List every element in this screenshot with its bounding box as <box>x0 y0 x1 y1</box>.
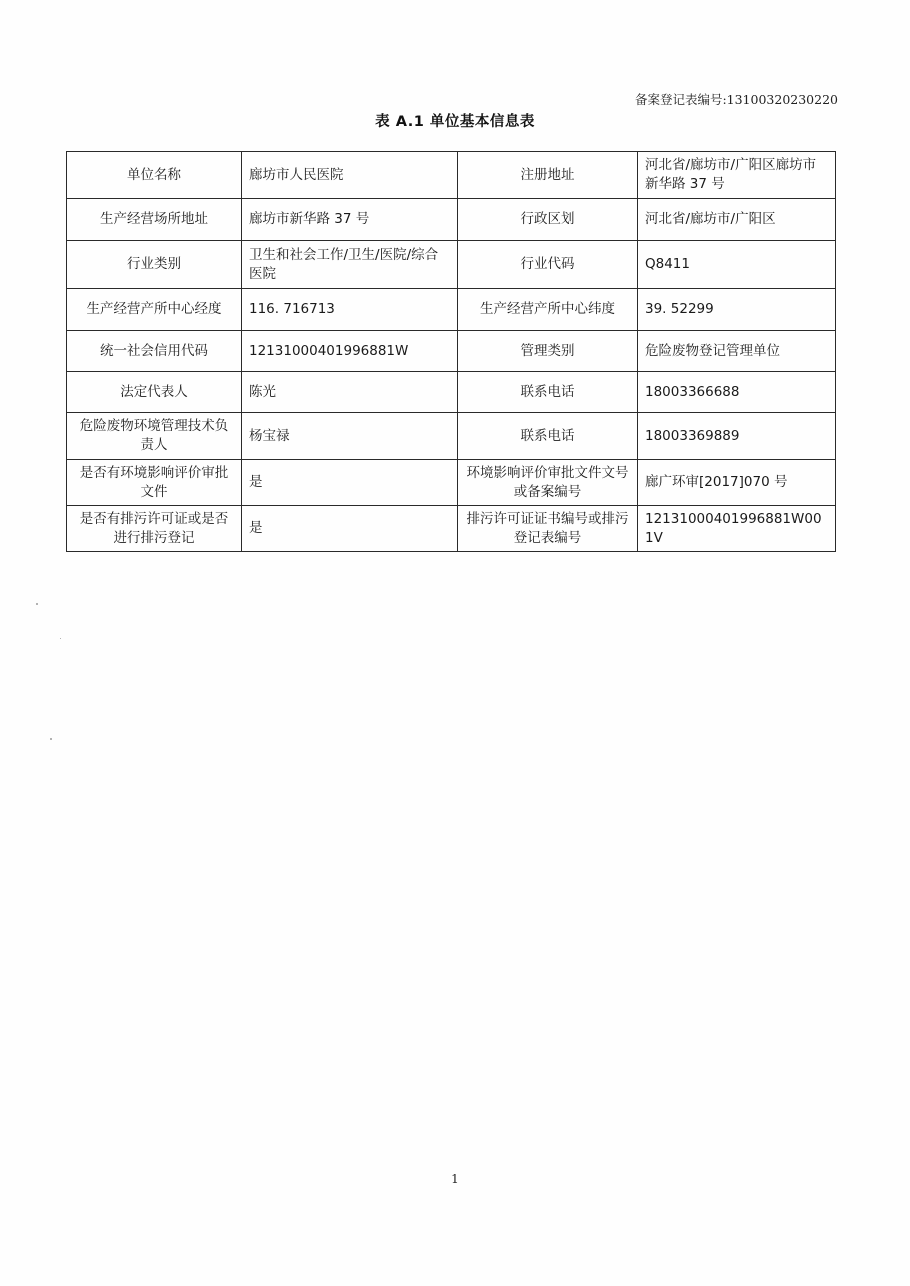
row-value: 12131000401996881W <box>242 331 458 372</box>
row-label: 排污许可证证书编号或排污登记表编号 <box>458 506 638 552</box>
table-title: 表 A.1 单位基本信息表 <box>375 114 535 130</box>
row-label: 注册地址 <box>458 152 638 199</box>
row-label: 单位名称 <box>67 152 242 199</box>
row-label: 联系电话 <box>458 372 638 413</box>
table-row <box>67 413 836 460</box>
unit-basic-info-table <box>66 151 836 552</box>
row-value: 18003369889 <box>638 413 836 460</box>
row-label: 统一社会信用代码 <box>67 331 242 372</box>
table-row <box>67 460 836 506</box>
row-value: 39. 52299 <box>638 289 836 331</box>
row-label: 管理类别 <box>458 331 638 372</box>
row-label: 是否有环境影响评价审批文件 <box>67 460 242 506</box>
row-label: 行业类别 <box>67 241 242 289</box>
row-value: 是 <box>242 506 458 552</box>
row-value: 廊坊市人民医院 <box>242 152 458 199</box>
row-value: 廊广环审[2017]070 号 <box>638 460 836 506</box>
row-value: 18003366688 <box>638 372 836 413</box>
row-value: 116. 716713 <box>242 289 458 331</box>
row-label: 危险废物环境管理技术负责人 <box>67 413 242 460</box>
row-value: 杨宝禄 <box>242 413 458 460</box>
row-label: 是否有排污许可证或是否进行排污登记 <box>67 506 242 552</box>
row-label: 生产经营场所地址 <box>67 199 242 241</box>
row-value: 12131000401996881W001V <box>638 506 836 552</box>
row-value: 陈光 <box>242 372 458 413</box>
scan-speck <box>60 638 61 639</box>
row-label: 行业代码 <box>458 241 638 289</box>
table-row <box>67 241 836 289</box>
row-label: 生产经营产所中心经度 <box>67 289 242 331</box>
row-value: 河北省/廊坊市/广阳区廊坊市新华路 37 号 <box>638 152 836 199</box>
record-number: 备案登记表编号:13100320230220 <box>634 92 838 107</box>
table-row <box>67 331 836 372</box>
page-number: 1 <box>451 1172 459 1186</box>
row-label: 环境影响评价审批文件文号或备案编号 <box>458 460 638 506</box>
scan-speck <box>50 738 52 740</box>
table-row <box>67 372 836 413</box>
row-label: 法定代表人 <box>67 372 242 413</box>
row-label: 联系电话 <box>458 413 638 460</box>
row-label: 生产经营产所中心纬度 <box>458 289 638 331</box>
table-row <box>67 506 836 552</box>
row-label: 行政区划 <box>458 199 638 241</box>
table-row <box>67 289 836 331</box>
row-value: 廊坊市新华路 37 号 <box>242 199 458 241</box>
scan-speck <box>36 603 38 605</box>
table-row <box>67 152 836 199</box>
row-value: Q8411 <box>638 241 836 289</box>
row-value: 河北省/廊坊市/广阳区 <box>638 199 836 241</box>
row-value: 危险废物登记管理单位 <box>638 331 836 372</box>
table-row <box>67 199 836 241</box>
row-value: 是 <box>242 460 458 506</box>
row-value: 卫生和社会工作/卫生/医院/综合医院 <box>242 241 458 289</box>
